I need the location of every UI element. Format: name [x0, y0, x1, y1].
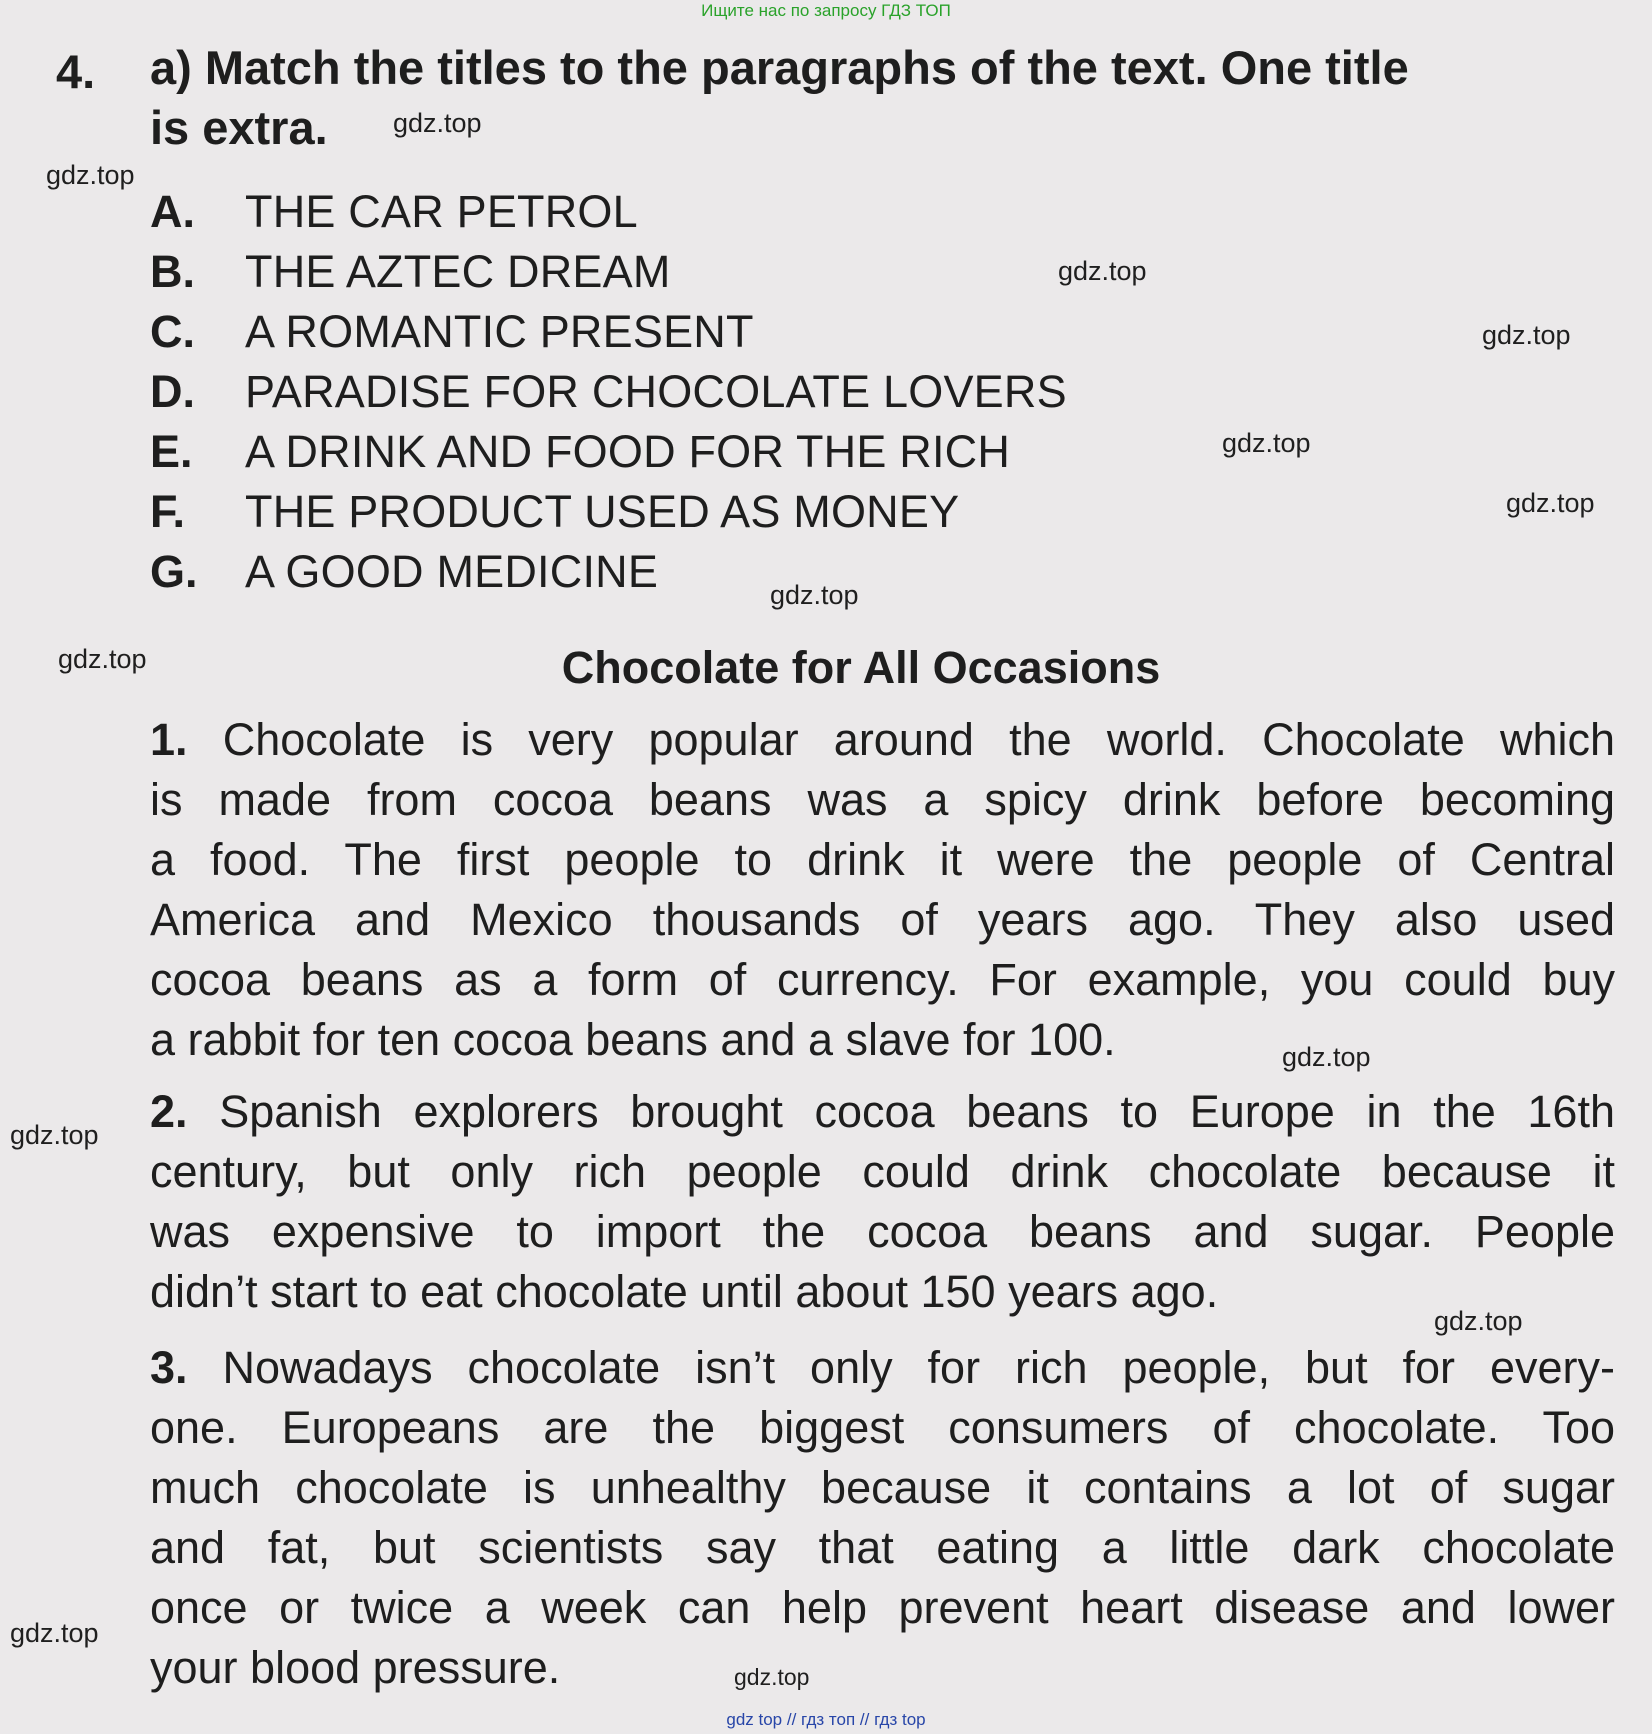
- option-text: THE AZTEC DREAM: [245, 246, 671, 297]
- option-text: PARADISE FOR CHOCOLATE LOVERS: [245, 366, 1067, 417]
- watermark: gdz.top: [393, 108, 482, 138]
- option-letter: D.: [150, 366, 195, 417]
- option-letter: E.: [150, 426, 193, 477]
- paragraph-number: 3.: [150, 1342, 188, 1393]
- task-number: 4.: [56, 45, 96, 98]
- paragraph-line: once or twice a week can help prevent heart disease and lower: [150, 1582, 1615, 1633]
- watermark: gdz.top: [1434, 1306, 1523, 1336]
- paragraph-text: Nowadays chocolate isn’t only for rich people, but for every-: [222, 1342, 1615, 1393]
- watermark: gdz.top: [1222, 428, 1311, 458]
- watermark: gdz.top: [1506, 488, 1595, 518]
- paragraph-line: and fat, but scientists say that eating a little dark chocolate: [150, 1522, 1615, 1573]
- task-instruction-line1: a) Match the titles to the paragraphs of the text. One title: [150, 41, 1409, 94]
- watermark: gdz.top: [734, 1664, 810, 1690]
- paragraph-line: [150, 1082, 1615, 1142]
- paragraph-line: America and Mexico thousands of years ago. They also used: [150, 894, 1615, 945]
- option-text: A GOOD MEDICINE: [245, 546, 659, 597]
- watermark: gdz.top: [46, 160, 135, 190]
- watermark: gdz.top: [770, 580, 859, 610]
- paragraph-line: [150, 1338, 1615, 1398]
- option-letter: C.: [150, 306, 195, 357]
- paragraph-line: cocoa beans as a form of currency. For example, you could buy: [150, 954, 1615, 1005]
- watermark: gdz.top: [58, 644, 147, 674]
- paragraph-line: didn’t start to eat chocolate until about 150 years ago.: [150, 1266, 1219, 1317]
- footer-links: [0, 1710, 1652, 1730]
- footer-separator: //: [786, 1710, 797, 1729]
- option-text: A ROMANTIC PRESENT: [245, 306, 754, 357]
- watermark: gdz.top: [10, 1618, 99, 1648]
- paragraph-line: [150, 710, 1615, 770]
- option-letter: G.: [150, 546, 198, 597]
- footer-separator: //: [859, 1710, 870, 1729]
- footer-link[interactable]: гдз top: [874, 1710, 926, 1729]
- paragraph-text: Spanish explorers brought cocoa beans to Europe in the 16th: [219, 1086, 1615, 1137]
- paragraph-line: a rabbit for ten cocoa beans and a slave for 100.: [150, 1014, 1116, 1065]
- option-text: THE PRODUCT USED AS MONEY: [245, 486, 960, 537]
- watermark: gdz.top: [1058, 256, 1147, 286]
- option-letter: B.: [150, 246, 195, 297]
- watermark: gdz.top: [1282, 1042, 1371, 1072]
- option-letter: F.: [150, 486, 186, 537]
- watermark: gdz.top: [1482, 320, 1571, 350]
- paragraph-line: one. Europeans are the biggest consumers of chocolate. Too: [150, 1402, 1615, 1453]
- task-instruction-line2: is extra.: [150, 101, 328, 154]
- paragraph-line: century, but only rich people could drink chocolate because it: [150, 1146, 1615, 1197]
- paragraph-line: much chocolate is unhealthy because it contains a lot of sugar: [150, 1462, 1615, 1513]
- footer-link[interactable]: гдз топ: [801, 1710, 856, 1729]
- text-heading: Chocolate for All Occasions: [561, 642, 1161, 693]
- option-text: A DRINK AND FOOD FOR THE RICH: [245, 426, 1011, 477]
- paragraph-line: a food. The first people to drink it were the people of Central: [150, 834, 1615, 885]
- option-text: THE CAR PETROL: [245, 186, 638, 237]
- paragraph-text: Chocolate is very popular around the world. Chocolate which: [222, 714, 1615, 765]
- footer-link[interactable]: gdz top: [726, 1710, 783, 1729]
- paragraph-number: 1.: [150, 714, 188, 765]
- paragraph-line: was expensive to import the cocoa beans and sugar. People: [150, 1206, 1615, 1257]
- option-letter: A.: [150, 186, 195, 237]
- watermark: gdz.top: [10, 1120, 99, 1150]
- search-banner[interactable]: Ищите нас по запросу ГДЗ ТОП: [701, 1, 951, 20]
- paragraph-line: your blood pressure.: [150, 1642, 561, 1693]
- paragraph-number: 2.: [150, 1086, 188, 1137]
- paragraph-line: is made from cocoa beans was a spicy drink before becoming: [150, 774, 1615, 825]
